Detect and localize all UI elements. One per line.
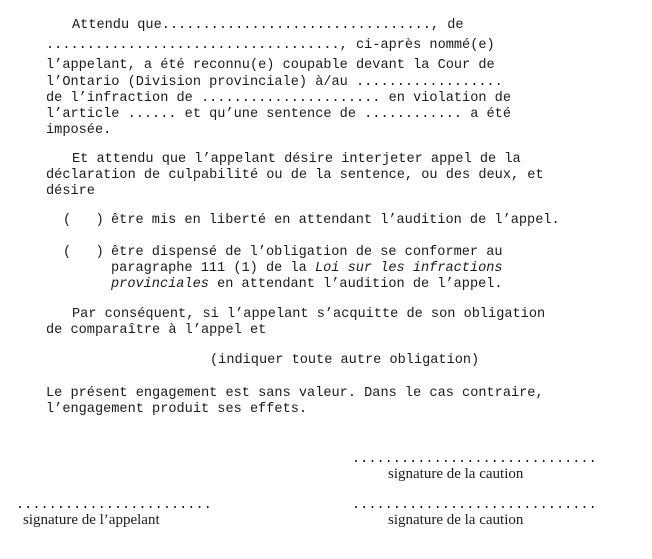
text-line: imposée. <box>46 123 112 138</box>
appellant-signature-label: signature de l’appelant <box>23 512 160 528</box>
text-line: l’engagement produit ses effets. <box>46 402 308 417</box>
statute-title: provinciales <box>111 277 209 292</box>
text-line: de l’infraction de ...................... en violation de <box>46 91 511 106</box>
option-exemption-line2 <box>111 261 503 277</box>
checkbox-exemption[interactable]: ( ) <box>63 245 104 260</box>
text-span: en attendant l’audition de l’appel. <box>208 277 503 292</box>
text-line: l’article ...... et qu’une sentence de ............ a été <box>46 107 511 122</box>
text-line: Et attendu que l’appelant désire interjeter appel de la <box>72 152 521 167</box>
text-line: Le présent engagement est sans valeur. Dans le cas contraire, <box>46 386 544 401</box>
text-line: déclaration de culpabilité ou de la sentence, ou des deux, et <box>46 168 544 183</box>
text-line: de comparaître à l’appel et <box>46 323 267 338</box>
option-exemption-line1: être dispensé de l’obligation de se conformer au <box>111 245 503 260</box>
surety-signature-line-1[interactable]: .............................. <box>352 452 597 467</box>
surety-signature-line-2[interactable]: .............................. <box>352 498 597 513</box>
text-span: paragraphe 111 (1) de la <box>111 261 315 276</box>
checkbox-release[interactable]: ( ) <box>63 213 104 228</box>
text-line: désire <box>46 184 95 199</box>
text-line: Par conséquent, si l’appelant s’acquitte de son obligation <box>72 307 546 322</box>
text-line: ...................................., ci-après nommé(e) <box>46 38 495 53</box>
other-obligation-placeholder: (indiquer toute autre obligation) <box>210 353 480 368</box>
option-release-text: être mis en liberté en attendant l’audition de l’appel. <box>111 213 560 228</box>
appellant-signature-line[interactable]: ........................ <box>16 498 212 513</box>
text-line: Attendu que................................., de <box>72 18 464 33</box>
surety-signature-label-2: signature de la caution <box>388 512 524 528</box>
text-line: l’appelant, a été reconnu(e) coupable devant la Cour de <box>46 58 495 73</box>
text-line: l’Ontario (Division provinciale) à/au .................. <box>46 75 503 90</box>
surety-signature-label-1: signature de la caution <box>388 466 524 482</box>
option-exemption-line3 <box>111 277 503 293</box>
statute-title: Loi sur les infractions <box>314 261 503 276</box>
